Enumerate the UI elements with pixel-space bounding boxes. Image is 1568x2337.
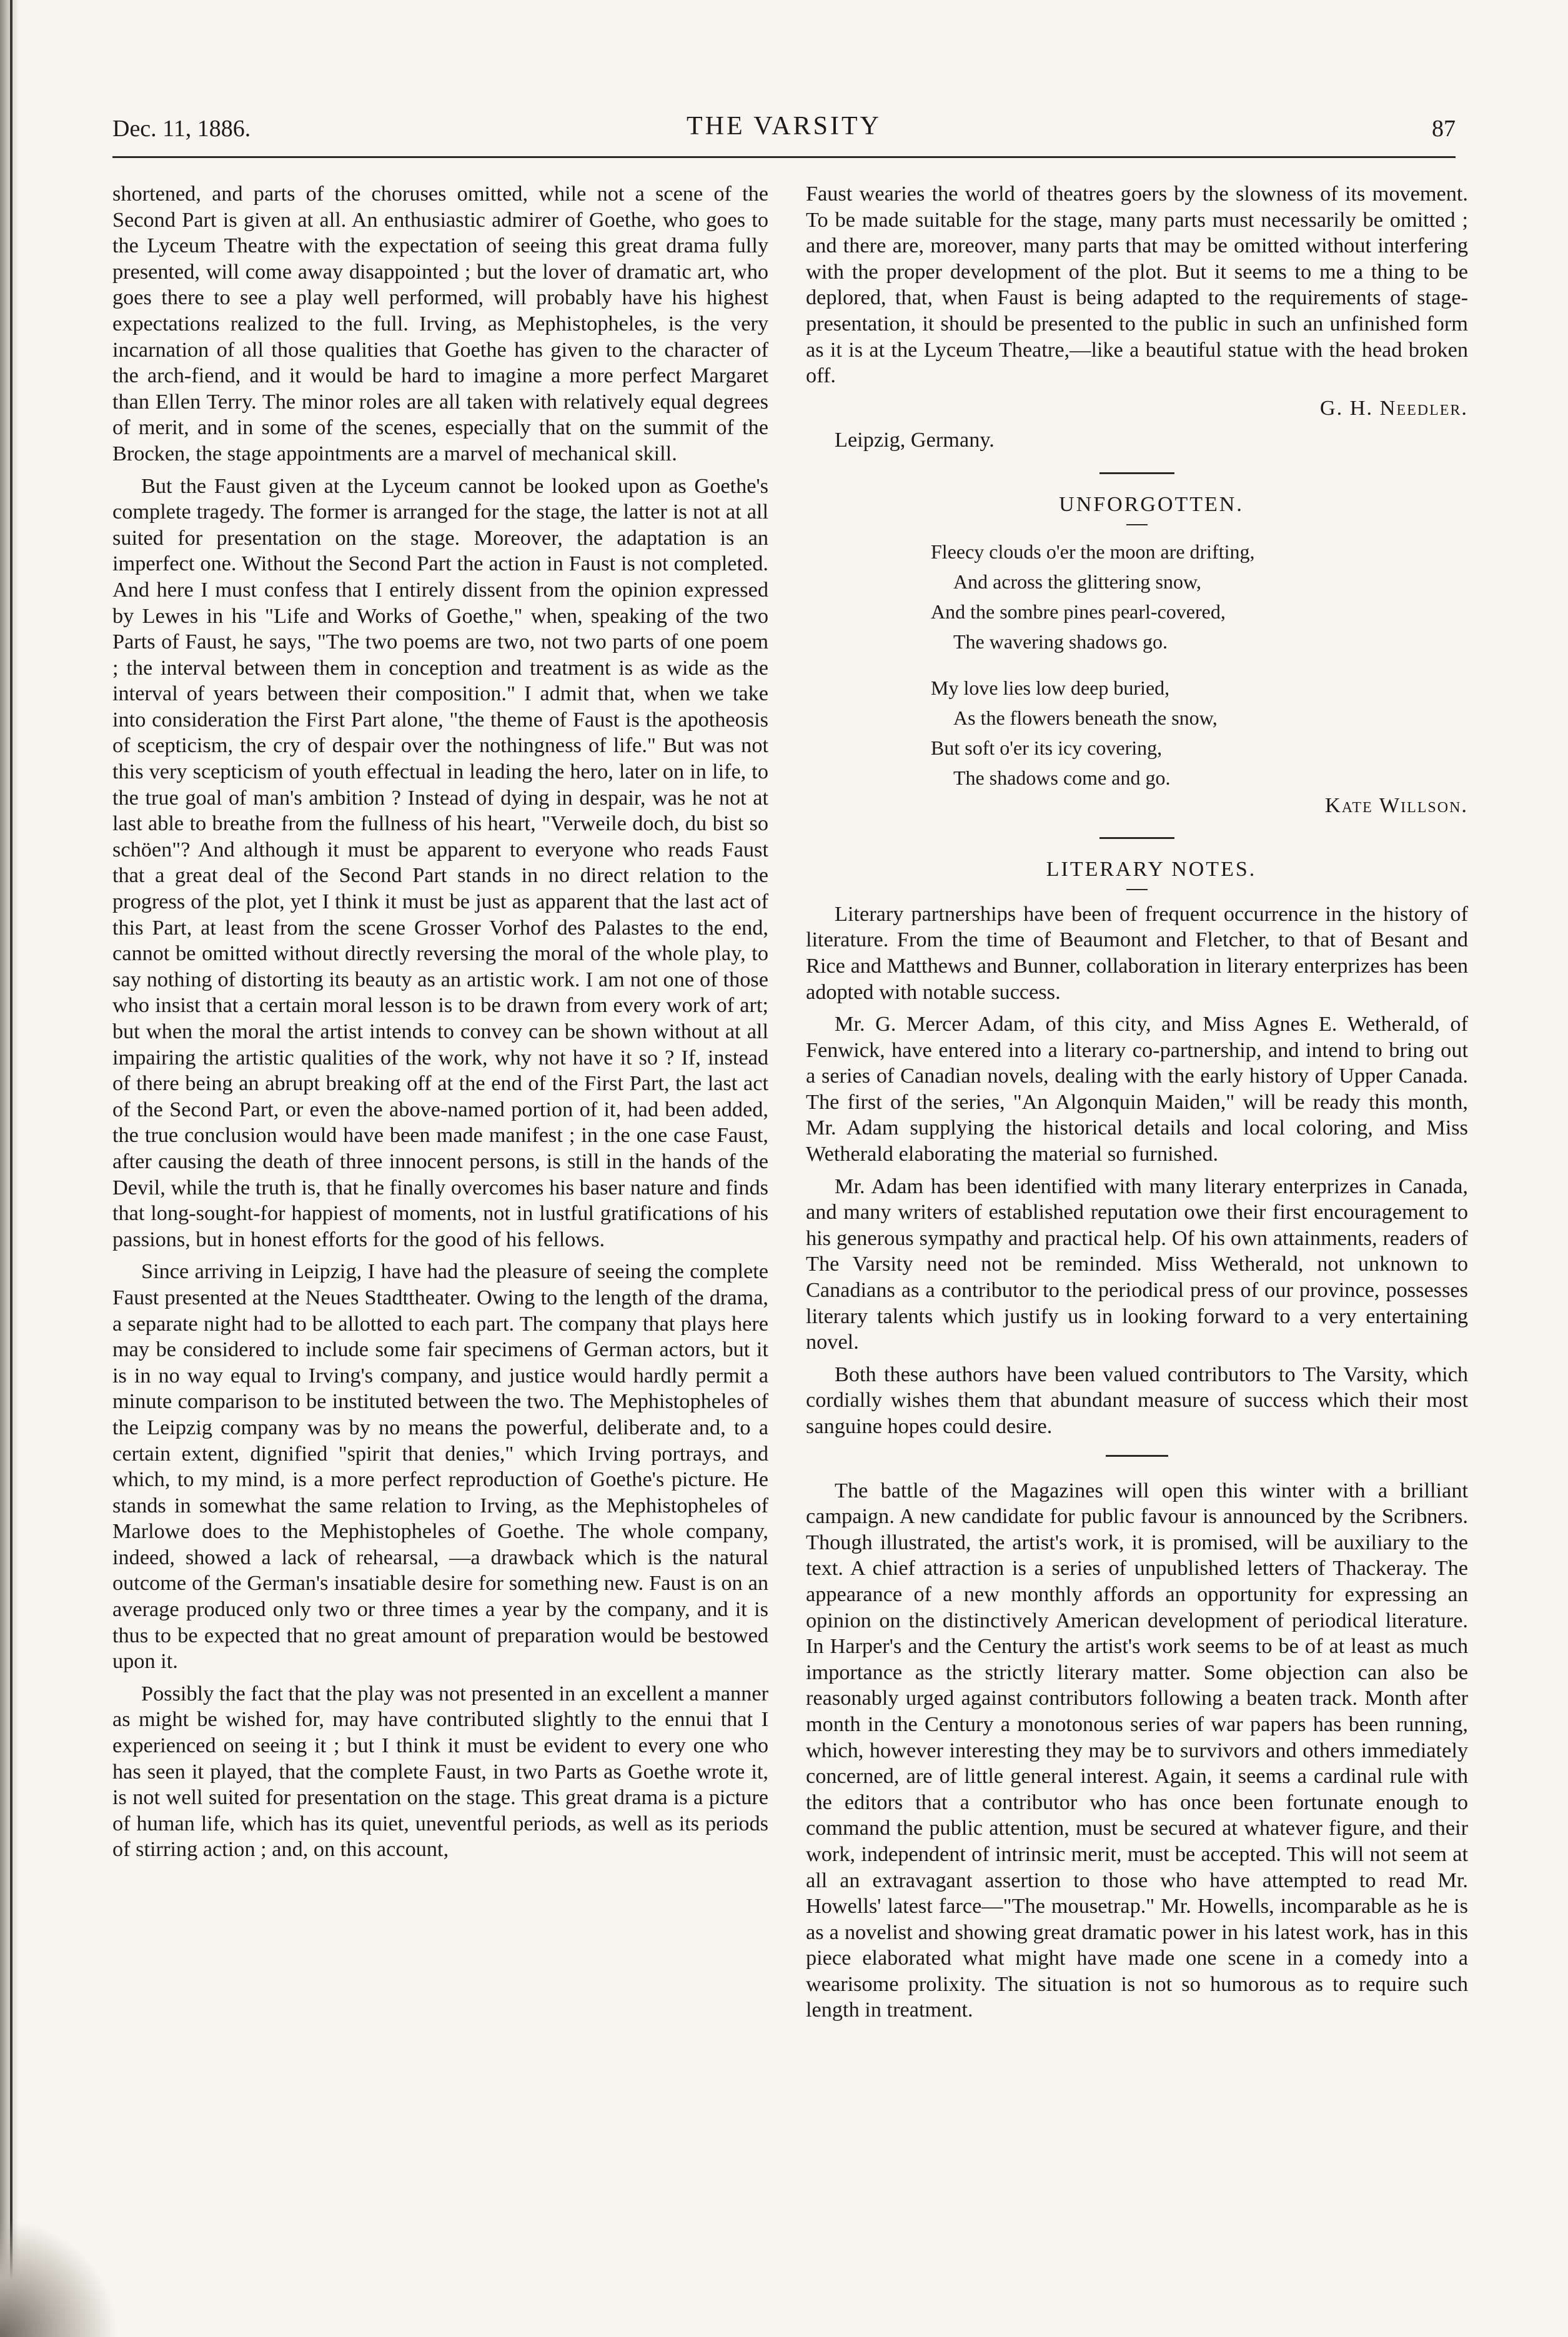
poem-line: The wavering shadows go. [953, 630, 1168, 653]
title-dash [1126, 889, 1148, 890]
article-paragraph: Since arriving in Leipzig, I have had the pleasure of seeing the complete Faust presented at the Neues Stadttheater. Owing to the length of the drama, a separate night had to be allotted to each part. The company that plays here may be considered to include some fair specimens of German actors, but it is in no way equal to Irving's company, and justice would hardly permit a minute comparison to be instituted between the two. The Mephistopheles of the Leipzig company was by no means the powerful, deliberate and, to a certain extent, dignified "spirit that denies," which Irving portrays, and which, to my mind, is a more perfect reproduction of Goethe's picture. He stands in somewhat the same relation to Irving, as the Mephistopheles of Marlowe does to the Mephistopheles of Goethe. The whole company, indeed, showed a lack of rehearsal, —a drawback which is the natural outcome of the German's insatiable desire for something new. Faust is on an average produced only two or three times a year by the company, and it is thus to be expected that no great amount of preparation would be bestowed upon it. [112, 1259, 768, 1674]
header-rule [112, 156, 1456, 158]
poem-line: And the sombre pines pearl-covered, [931, 600, 1226, 623]
poem-title: UNFORGOTTEN. [1059, 492, 1244, 516]
notes-title: LITERARY NOTES. [1046, 858, 1257, 881]
notes-divider [1106, 1455, 1168, 1457]
poem-author: Kate Willson. [1325, 793, 1468, 817]
article-continuation: Faust wearies the world of theatres goers by the slowness of its movement. To be made suitable for the stage, many parts must necessarily be omitted ; and there are, moreover, many parts that may be omitted without interfering with the proper development of the plot. But it seems to me a thing to be deplored, that, when Faust is being adapted to the requirements of stage-presentation, it should be presented to the public in such an unfinished form as it is at the Lyceum Theatre,—like a beautiful statue with the head broken off. [806, 182, 1468, 388]
section-divider [1099, 472, 1174, 474]
magazines-paragraph: The battle of the Magazines will open this winter with a brilliant campaign. A new candidate for public favour is announced by the Scribners. Though illustrated, the artist's work, it is promised, will be auxiliary to the text. A chief attraction is a series of unpublished letters of Thackeray. The appearance of a new monthly affords an opportunity for expressing an opinion on the distinctively American development of periodical literature. In Harper's and the Century the artist's work seems to be of at least as much importance as the strictly literary matter. Some objection can also be reasonably urged against contributors following a beaten track. Month after month in the Century a monotonous series of war papers has been running, which, however interesting they may be to survivors and others immediately concerned, are of little general interest. Again, it seems a cardinal rule with the editors that a contributor who has once been fortunate enough to command the public attention, must be secured at whatever figure, and their work, independent of intrinsic merit, must be accepted. This will not seem at all an extravagant assertion to those who have attempted to read Mr. Howells' latest farce—"The mousetrap." Mr. Howells, incomparable as he is as a novelist and showing great dramatic power in his latest work, has in this piece elaborated what might have made one scene in a comedy into a wearisome prolixity. The situation is not so humorous as to require such length in treatment. [806, 1478, 1468, 2022]
notes-paragraph: Mr. G. Mercer Adam, of this city, and Miss Agnes E. Wetherald, of Fenwick, have entered into a literary co-partnership, and intend to bring out a series of Canadian novels, dealing with the early history of Upper Canada. The first of the series, "An Algonquin Maiden," will be ready this month, Mr. Adam supplying the historical details and local coloring, and Miss Wetherald elaborating the material so furnished. [806, 1012, 1468, 1166]
poem-line: And across the glittering snow, [953, 570, 1201, 593]
title-dash [1126, 524, 1148, 525]
masthead-title: THE VARSITY [687, 112, 881, 141]
left-column [112, 181, 768, 1869]
page-binding-edge [0, 0, 19, 2337]
page-header [112, 111, 1456, 149]
notes-paragraph: Literary partnerships have been of frequent occurrence in the history of literature. From the time of Beaumont and Fletcher, to that of Besant and Rice and Matthews and Bunner, collaboration in literary enterprizes has been adopted with notable success. [806, 901, 1468, 1004]
poem-line: Fleecy clouds o'er the moon are drifting, [931, 540, 1255, 563]
notes-paragraph: Mr. Adam has been identified with many literary enterprizes in Canada, and many writers of established reputation owe their first encouragement to his generous sympathy and practical help. Of his own attainments, readers of The Varsity need not be reminded. Miss Wetherald, not unknown to Canadians as a contributor to the periodical press of our province, possesses literary talents which justify us in looking forward to a very entertaining novel. [806, 1174, 1468, 1354]
poem-line: The shadows come and go. [953, 766, 1171, 789]
poem-line: As the flowers beneath the snow, [953, 706, 1218, 729]
poem [931, 537, 1468, 793]
poem-line: My love lies low deep buried, [931, 676, 1170, 699]
notes-paragraph: Both these authors have been valued contributors to The Varsity, which cordially wishes them that abundant measure of success which their most sanguine hopes could desire. [806, 1362, 1468, 1438]
poem-line: But soft o'er its icy covering, [931, 736, 1163, 759]
right-column [806, 181, 1468, 2030]
corner-stain [0, 2218, 119, 2337]
article-signature: G. H. Needler. [1319, 395, 1468, 420]
section-divider [1099, 837, 1174, 839]
article-paragraph: Possibly the fact that the play was not presented in an excellent a manner as might be wished for, may have contributed slightly to the ennui that I experienced on seeing it ; but I think it must be evident to every one who has seen it played, that the complete Faust, in two Parts as Goethe wrote it, is not well suited for presentation on the stage. This great drama is a picture of human life, which has its quiet, uneventful periods, as well as its periods of stirring action ; and, on this account, [112, 1681, 768, 1862]
issue-date: Dec. 11, 1886. [112, 116, 251, 142]
article-paragraph: shortened, and parts of the choruses omitted, while not a scene of the Second Part is given at all. An enthusiastic admirer of Goethe, who goes to the Lyceum Theatre with the expectation of seeing this great drama fully presented, will come away disappointed ; but the lover of dramatic art, who goes there to see a play well performed, will probably have his highest expectations realized to the full. Irving, as Mephistopheles, is the very incarnation of all those qualities that Goethe has given to the character of the arch-fiend, and it would be hard to imagine a more perfect Margaret than Ellen Terry. The minor roles are all taken with relatively equal degrees of merit, and in some of the scenes, especially that on the summit of the Brocken, the stage appointments are a marvel of mechanical skill. [112, 182, 768, 465]
article-place: Leipzig, Germany. [835, 428, 995, 452]
article-paragraph: But the Faust given at the Lyceum cannot be looked upon as Goethe's complete tragedy. The former is arranged for the stage, the latter is not at all suited for presentation on the stage. Moreover, the adaptation is an imperfect one. Without the Second Part the action in Faust is not completed. And here I must confess that I entirely dissent from the opinion expressed by Lewes in his "Life and Works of Goethe," when, speaking of the two Parts of Faust, he says, "The two poems are two, not two parts of one poem ; the interval between them in conception and treatment is as wide as the interval of years between their composition." I admit that, when we take into consideration the First Part alone, "the theme of Faust is the apotheosis of scepticism, the cry of despair over the nothingness of life." But was not this very scepticism of youth effectual in leading the hero, later on in life, to the true goal of man's ambition ? Instead of dying in despair, was he not at last able to breathe from the fullness of his heart, "Verweile doch, du bist so schöen"? And although it must be apparent to everyone who reads Faust that a great deal of the Second Part stands in no direct relation to the progress of the plot, yet I think it must be just as apparent that the last act of this Part, at least from the scene Grosser Vorhof des Palastes to the end, cannot be omitted without directly reversing the moral of the whole play, to say nothing of distorting its beauty as an artistic work. I am not one of those who insist that a certain moral lesson is to be drawn from every work of art; but when the moral the artist intends to convey can be shown without at all impairing the artistic qualities of the work, why not have it so ? If, instead of there being an abrupt breaking off at the end of the First Part, the last act of the Second Part, or even the above-named portion of it, had been added, the true conclusion would have been made manifest ; in the one case Faust, after causing the death of three innocent persons, is still in the hands of the Devil, while the truth is, that he finally overcomes his baser nature and finds that long-sought-for happiest of moments, not in lustful gratifications of his passions, but in honest efforts for the good of his fellows. [112, 474, 768, 1251]
binding-line [10, 0, 12, 2337]
page-number: 87 [1432, 116, 1456, 142]
